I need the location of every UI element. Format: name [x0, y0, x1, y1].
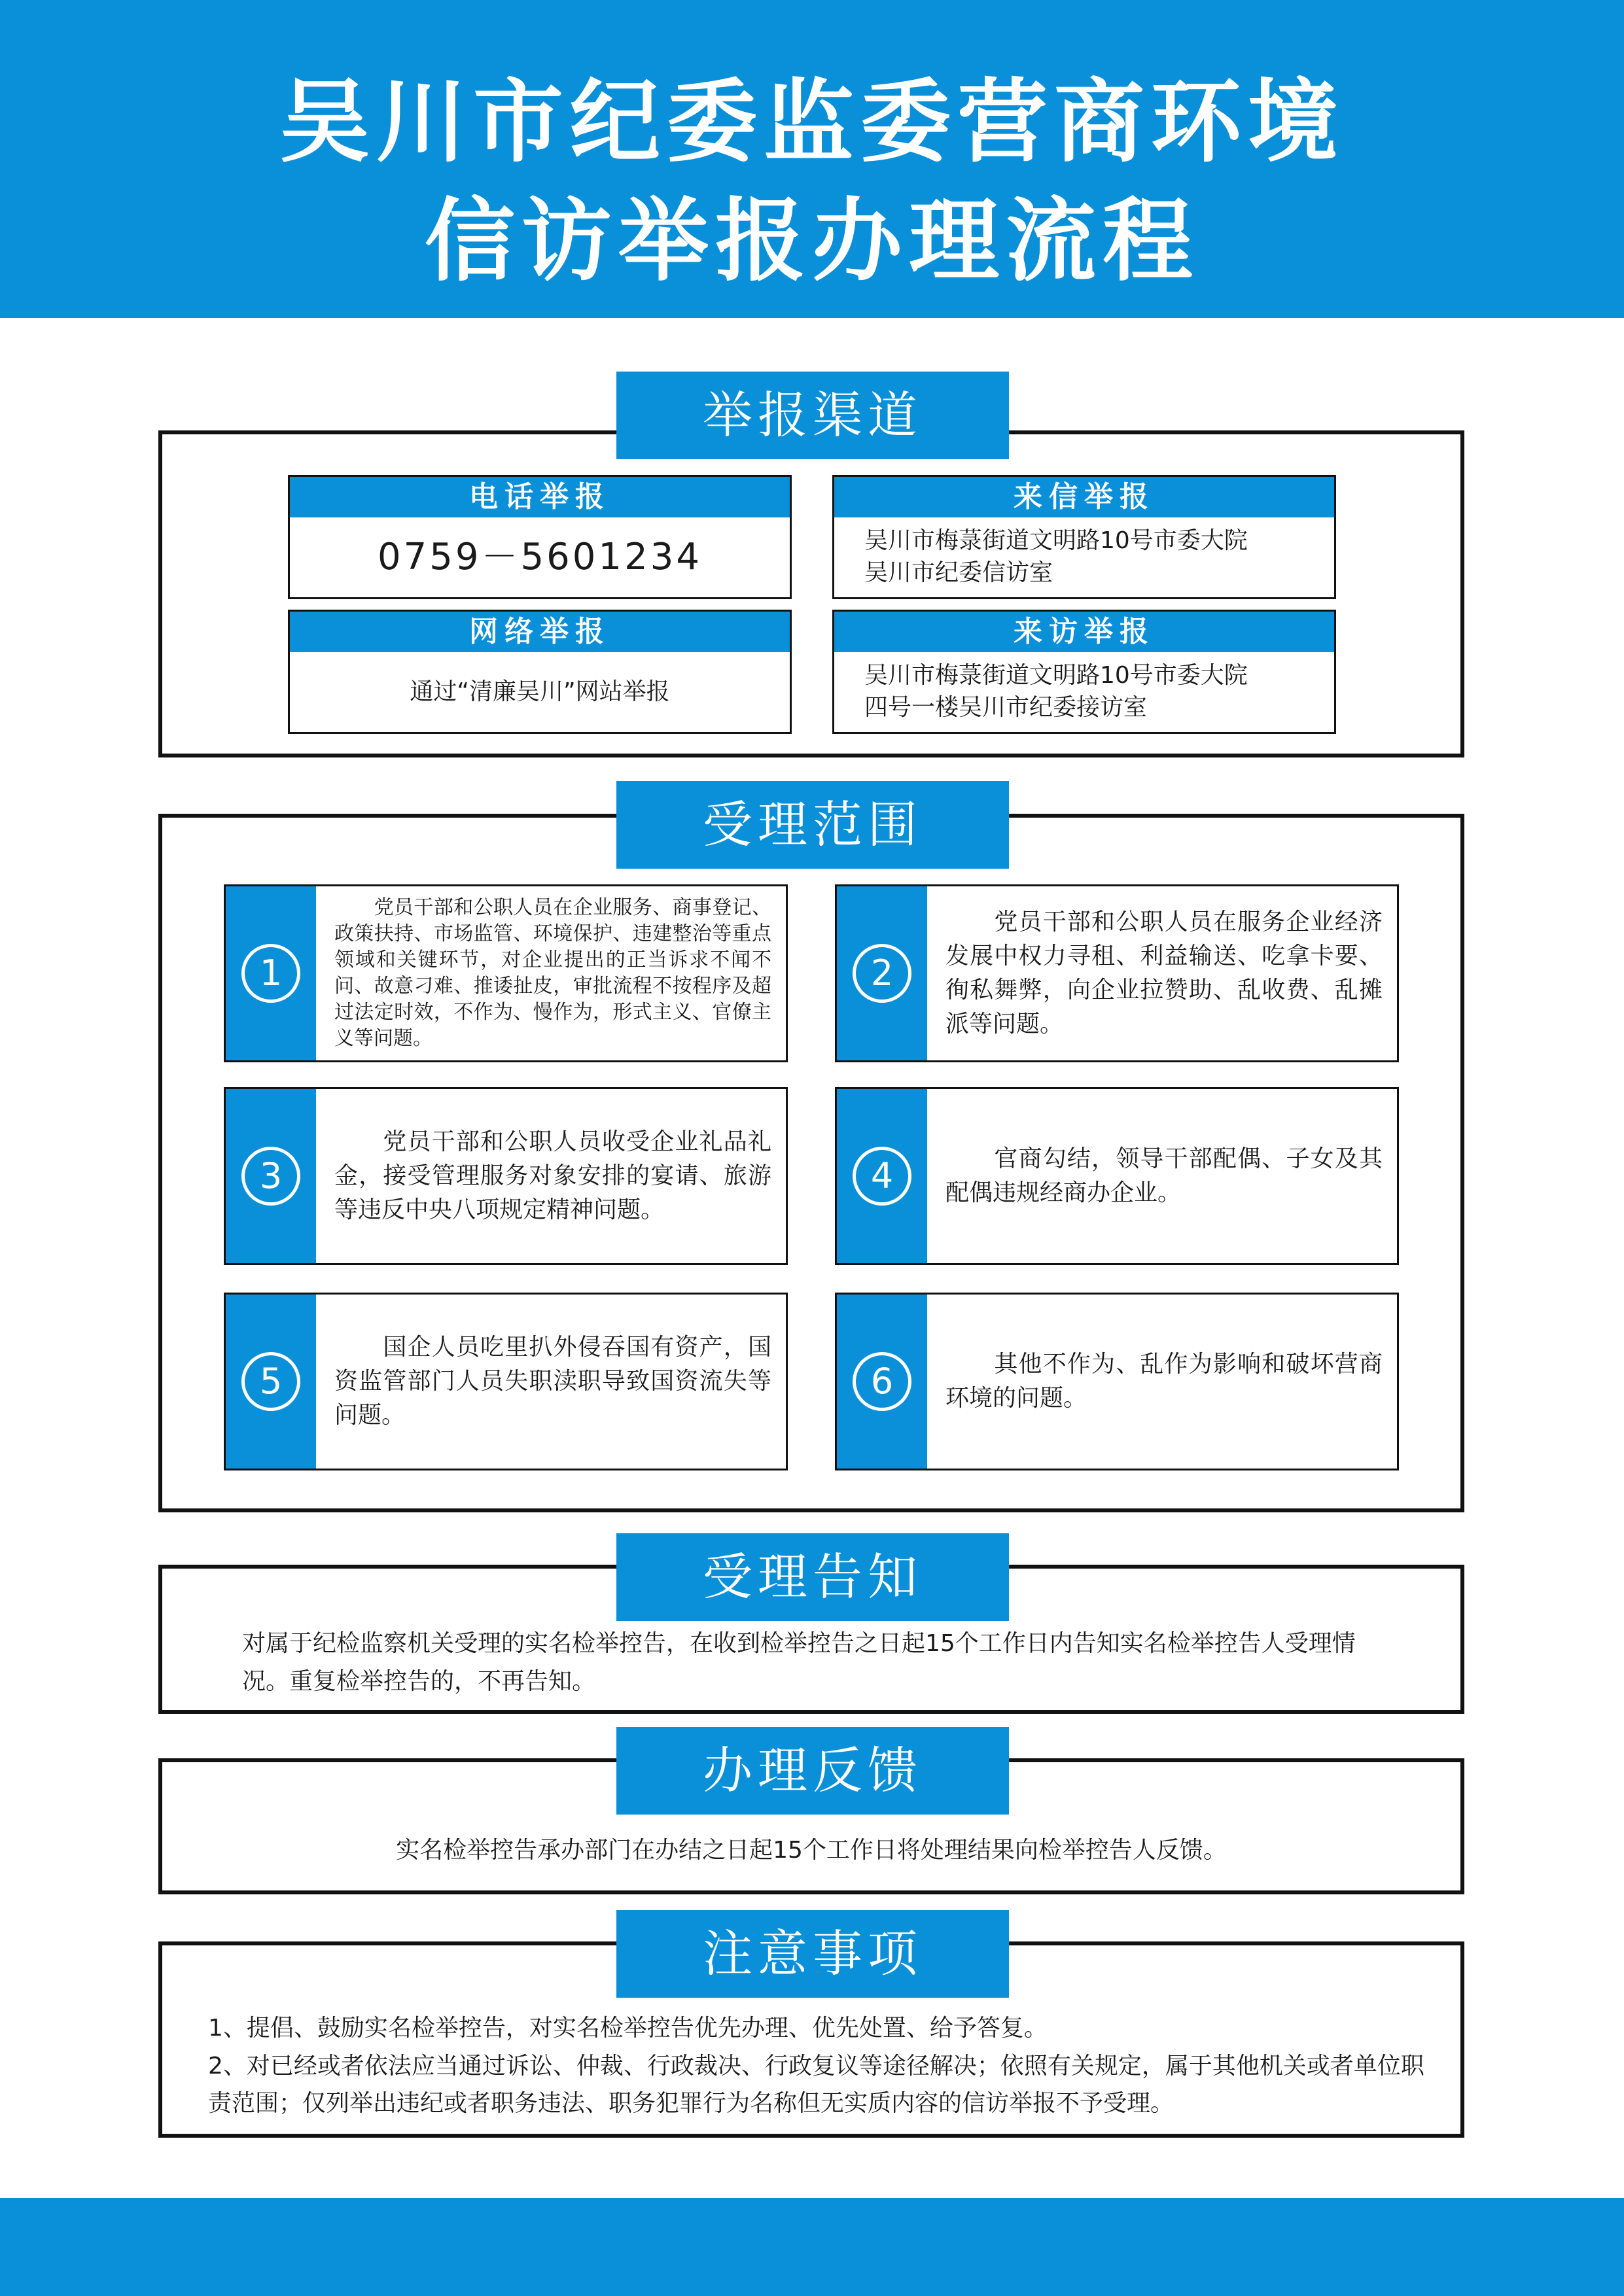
footer-banner — [0, 2198, 1624, 2296]
scope-item-text: 党员干部和公职人员在企业服务、商事登记、政策扶持、市场监管、环境保护、违建整治等重点领域和关键环节，对企业提出的正当诉求不闻不问、故意刁难、推诿扯皮，审批流程不按程序及超过法定时效，不作为、慢作为，形式主义、官僚主义等问题。 — [334, 896, 771, 1050]
header-banner — [0, 0, 1624, 318]
notes-heading: 注意事项 — [616, 1910, 1009, 1998]
scope-item-text: 其他不作为、乱作为影响和破坏营商环境的问题。 — [945, 1350, 1383, 1412]
number-circle-icon: 6 — [853, 1352, 911, 1411]
number-circle-icon: 4 — [853, 1147, 911, 1206]
channels-heading: 举报渠道 — [616, 372, 1009, 459]
notice-heading: 受理告知 — [616, 1533, 1009, 1621]
visit-channel-card — [832, 610, 1336, 734]
phone-number: 0759－5601234 — [378, 536, 702, 579]
scope-item-text: 党员干部和公职人员在服务企业经济发展中权力寻租、利益输送、吃拿卡要、徇私舞弊，向企业拉赞助、乱收费、乱摊派等问题。 — [945, 908, 1383, 1038]
scope-item-2 — [835, 884, 1399, 1062]
notice-text: 对属于纪检监察机关受理的实名检举控告，在收到检举控告之日起15个工作日内告知实名检举控告人受理情况。重复检举控告的，不再告知。 — [242, 1630, 1356, 1695]
letter-address-line1: 吴川市梅菉街道文明路10号市委大院 — [864, 527, 1248, 555]
notes-line1: 1、提倡、鼓励实名检举控告，对实名检举控告优先办理、优先处置、给予答复。 — [208, 2015, 1048, 2042]
number-circle-icon: 2 — [853, 944, 911, 1003]
scope-item-6 — [835, 1293, 1399, 1470]
letter-channel-label: 来信举报 — [834, 477, 1334, 517]
scope-item-4 — [835, 1087, 1399, 1265]
letter-channel-card — [832, 475, 1336, 599]
online-channel-card — [288, 610, 792, 734]
scope-heading: 受理范围 — [616, 781, 1009, 869]
visit-channel-label: 来访举报 — [834, 612, 1334, 652]
online-channel-text: 通过“清廉吴川”网站举报 — [410, 678, 670, 705]
visit-address-line2: 四号一楼吴川市纪委接访室 — [864, 694, 1148, 721]
letter-address-line2: 吴川市纪委信访室 — [864, 559, 1053, 586]
feedback-text: 实名检举控告承办部门在办结之日起15个工作日将处理结果向检举控告人反馈。 — [396, 1837, 1227, 1864]
phone-channel-label: 电话举报 — [290, 477, 790, 517]
number-circle-icon: 5 — [241, 1352, 300, 1411]
online-channel-label: 网络举报 — [290, 612, 790, 652]
scope-item-text: 党员干部和公职人员收受企业礼品礼金，接受管理服务对象安排的宴请、旅游等违反中央八项规定精神问题。 — [334, 1128, 771, 1224]
number-circle-icon: 3 — [241, 1147, 300, 1206]
notes-text — [208, 2009, 1433, 2123]
page-title-line2: 信访举报办理流程 — [424, 188, 1199, 294]
feedback-heading: 办理反馈 — [616, 1727, 1009, 1815]
scope-item-5 — [224, 1293, 788, 1470]
notes-line2: 2、对已经或者依法应当通过诉讼、仲裁、行政裁决、行政复议等途径解决；依照有关规定，属于其他机关或者单位职责范围；仅列举出违纪或者职务违法、职务犯罪行为名称但无实质内容的信访举报不予受理。 — [208, 2052, 1424, 2117]
scope-item-text: 官商勾结，领导干部配偶、子女及其配偶违规经商办企业。 — [945, 1145, 1383, 1206]
visit-address-line1: 吴川市梅菉街道文明路10号市委大院 — [864, 662, 1248, 689]
scope-item-1 — [224, 884, 788, 1062]
phone-channel-card — [288, 475, 792, 599]
page-title-line1: 吴川市纪委监委营商环境 — [279, 69, 1345, 175]
number-circle-icon: 1 — [241, 944, 300, 1003]
scope-item-text: 国企人员吃里扒外侵吞国有资产，国资监管部门人员失职渎职导致国资流失等问题。 — [334, 1333, 771, 1429]
scope-item-3 — [224, 1087, 788, 1265]
